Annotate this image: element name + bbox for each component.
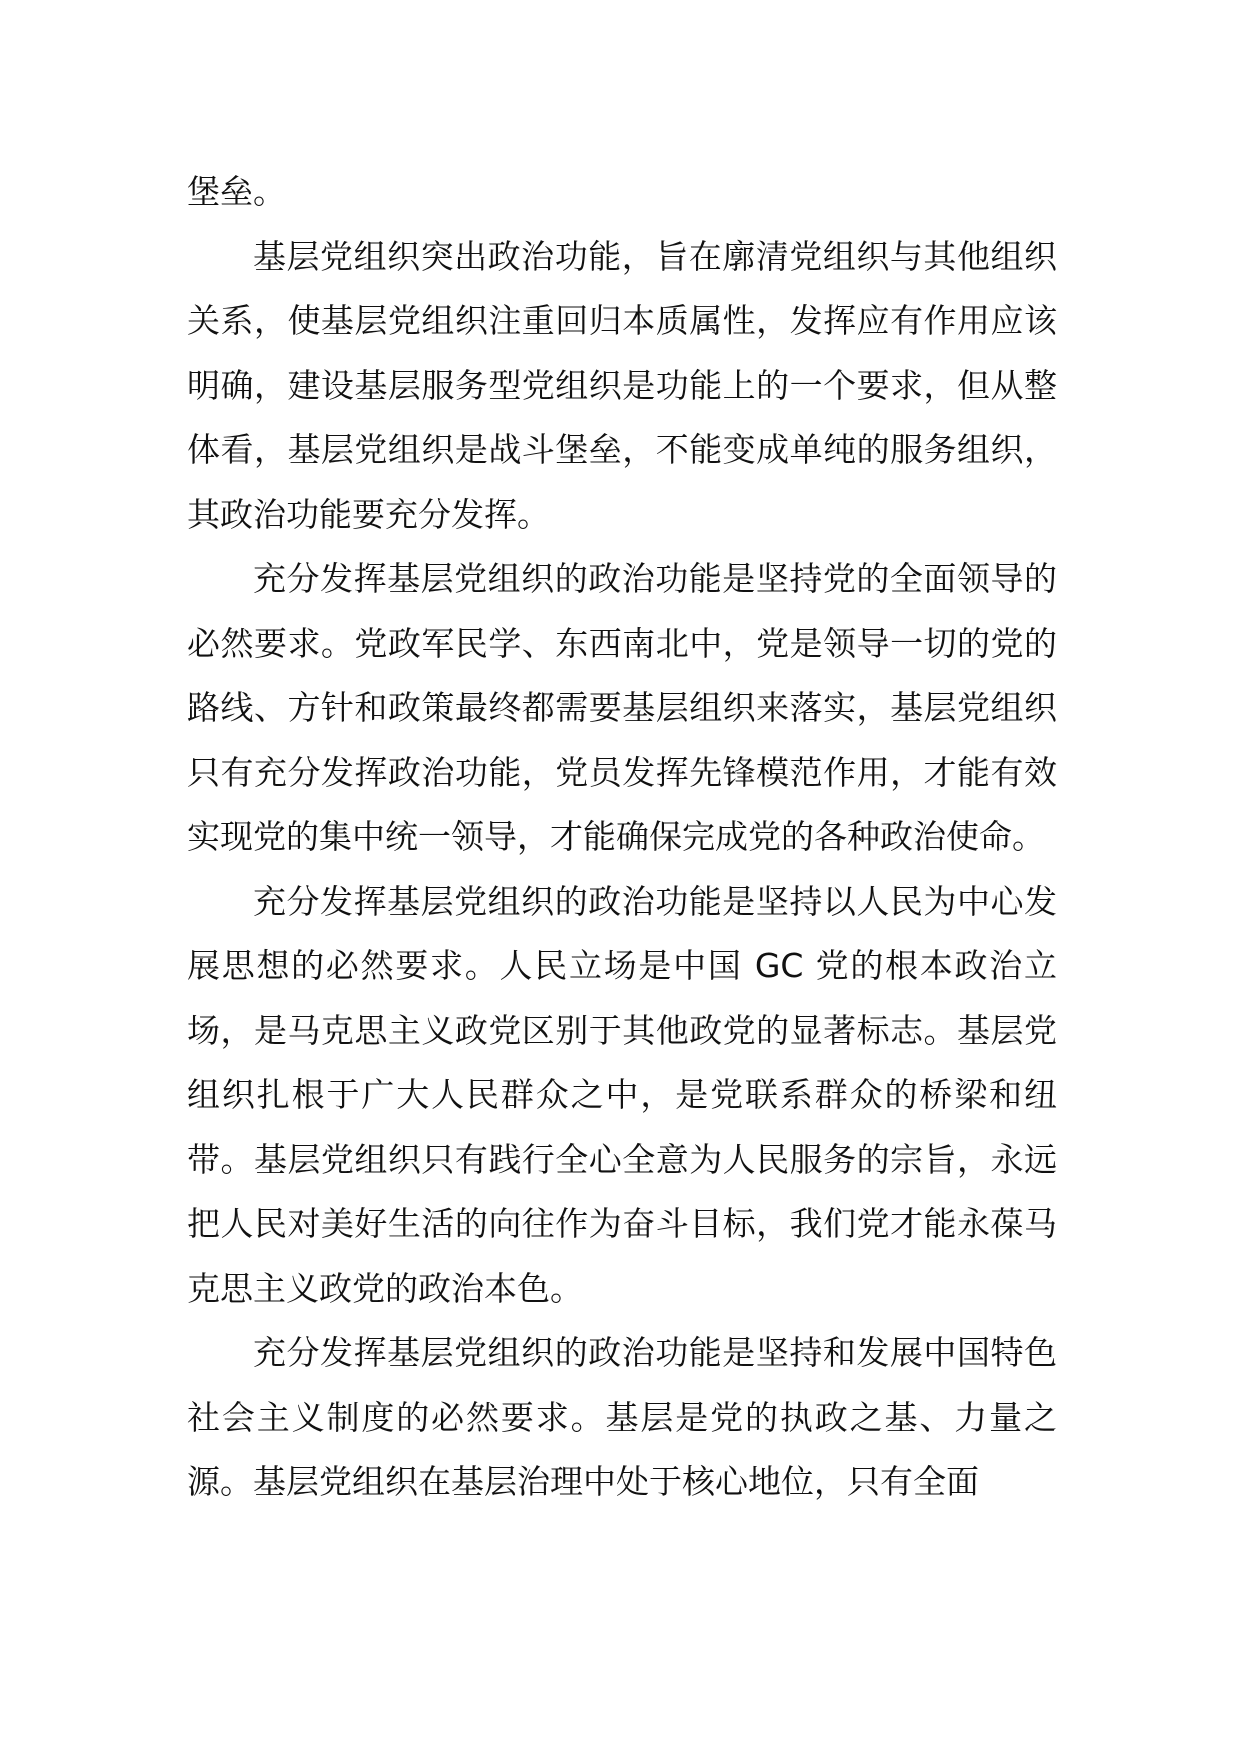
document-body	[187, 160, 1057, 1515]
paragraph-people-centered: 充分发挥基层党组织的政治功能是坚持以人民为中心发展思想的必然要求。人民立场是中国 GC 党的根本政治立场，是马克思主义政党区别于其他政党的显著标志。基层党组织扎根于广大人民群众之中，是党联系群众的桥梁和纽带。基层党组织只有践行全心全意为人民服务的宗旨，永远把人民对美好生活的向往作为奋斗目标，我们党才能永葆马克思主义政党的政治本色。	[187, 881, 1057, 1308]
paragraph-socialist-system: 充分发挥基层党组织的政治功能是坚持和发展中国特色社会主义制度的必然要求。基层是党的执政之基、力量之源。基层党组织在基层治理中处于核心地位，只有全面	[187, 1333, 1057, 1501]
paragraph-continued: 堡垒。	[187, 172, 286, 211]
paragraph-party-leadership: 充分发挥基层党组织的政治功能是坚持党的全面领导的必然要求。党政军民学、东西南北中，党是领导一切的党的路线、方针和政策最终都需要基层组织来落实，基层党组织只有充分发挥政治功能，党员发挥先锋模范作用，才能有效实现党的集中统一领导，才能确保完成党的各种政治使命。	[187, 559, 1057, 856]
paragraph-political-function: 基层党组织突出政治功能，旨在廓清党组织与其他组织关系，使基层党组织注重回归本质属性，发挥应有作用应该明确，建设基层服务型党组织是功能上的一个要求，但从整体看，基层党组织是战斗堡垒，不能变成单纯的服务组织，其政治功能要充分发挥。	[187, 236, 1057, 534]
